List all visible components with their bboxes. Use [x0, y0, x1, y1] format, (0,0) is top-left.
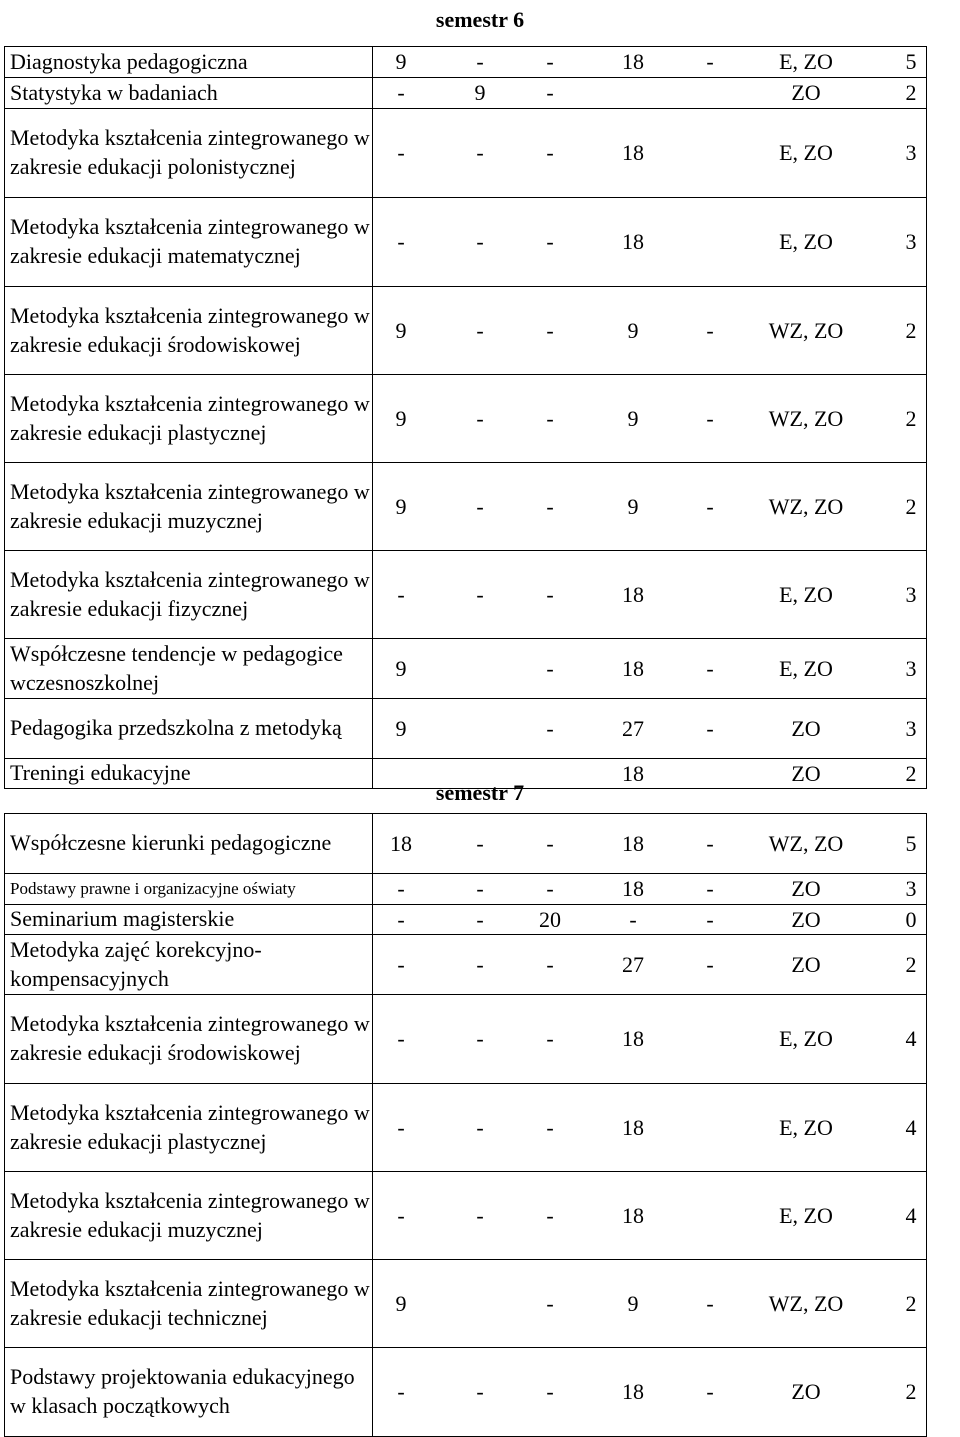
- value-col-6: ZO: [791, 80, 821, 105]
- value-col-1: 9: [395, 405, 407, 431]
- value-col-5: -: [706, 49, 714, 74]
- semester-6-row: [5, 78, 927, 109]
- value-col-1: -: [397, 906, 405, 932]
- semester-7-row: [5, 1348, 927, 1437]
- value-col-1: -: [397, 1202, 405, 1228]
- value-col-3: -: [546, 951, 554, 977]
- course-name: Statystyka w badaniach: [5, 78, 373, 109]
- value-col-7: 3: [905, 876, 917, 901]
- value-col-6: E, ZO: [779, 1114, 833, 1140]
- value-col-2: -: [476, 317, 484, 343]
- course-name: Treningi edukacyjne: [5, 759, 373, 789]
- course-name: Podstawy prawne i organizacyjne oświaty: [5, 874, 373, 905]
- course-name: Seminarium magisterskie: [5, 905, 373, 935]
- course-values: [373, 78, 927, 109]
- value-col-5: -: [706, 405, 714, 431]
- value-col-6: E, ZO: [779, 140, 833, 165]
- value-col-3: -: [546, 1202, 554, 1228]
- value-col-2: -: [476, 951, 484, 977]
- value-col-2: -: [476, 493, 484, 519]
- course-name: Metodyka kształcenia zintegrowanego w zakresie edukacji plastycznej: [5, 1084, 373, 1172]
- value-col-6: ZO: [791, 760, 821, 786]
- value-col-6: E, ZO: [779, 1026, 833, 1051]
- course-name: Podstawy projektowania edukacyjnego w klasach początkowych: [5, 1348, 373, 1437]
- value-col-6: ZO: [791, 951, 821, 977]
- value-col-5: -: [706, 951, 714, 977]
- value-col-6: E, ZO: [779, 581, 833, 607]
- value-col-5: -: [706, 317, 714, 343]
- course-name: Metodyka kształcenia zintegrowanego w zakresie edukacji muzycznej: [5, 463, 373, 551]
- value-col-2: -: [476, 229, 484, 254]
- value-col-4: 18: [622, 581, 644, 607]
- course-name: Diagnostyka pedagogiczna: [5, 47, 373, 78]
- value-col-1: -: [397, 1026, 405, 1051]
- value-col-6: ZO: [791, 906, 821, 932]
- value-col-2: -: [476, 1202, 484, 1228]
- value-col-7: 5: [905, 49, 917, 74]
- value-col-6: WZ, ZO: [768, 405, 844, 431]
- value-col-2: -: [476, 581, 484, 607]
- value-col-3: -: [546, 1114, 554, 1140]
- value-col-3: -: [546, 830, 554, 856]
- value-col-4: 27: [622, 715, 644, 741]
- semester-7-row: [5, 935, 927, 995]
- semester-7-row: [5, 1172, 927, 1260]
- value-col-7: 3: [905, 140, 917, 165]
- value-col-2: -: [476, 876, 484, 901]
- value-col-1: -: [397, 876, 405, 901]
- value-col-4: 18: [622, 876, 644, 901]
- value-col-4: 9: [627, 493, 639, 519]
- value-col-4: 18: [622, 1202, 644, 1228]
- value-col-1: 9: [395, 655, 407, 681]
- value-col-3: -: [546, 876, 554, 901]
- semester-7-row: [5, 1084, 927, 1172]
- value-col-3: -: [546, 1379, 554, 1404]
- value-col-6: ZO: [791, 876, 821, 901]
- course-name: Metodyka kształcenia zintegrowanego w zakresie edukacji polonistycznej: [5, 109, 373, 198]
- value-col-7: 2: [905, 951, 917, 977]
- value-col-6: ZO: [791, 1379, 821, 1404]
- value-col-1: -: [397, 229, 405, 254]
- semester-6-row: [5, 639, 927, 699]
- value-col-4: 18: [622, 655, 644, 681]
- value-col-3: -: [546, 581, 554, 607]
- value-col-7: 4: [905, 1202, 917, 1228]
- value-col-6: WZ, ZO: [768, 830, 844, 856]
- course-values: [373, 814, 927, 874]
- value-col-2: -: [476, 140, 484, 165]
- value-col-4: 18: [622, 229, 644, 254]
- value-col-5: -: [706, 655, 714, 681]
- value-col-7: 5: [905, 830, 917, 856]
- value-col-3: -: [546, 1290, 554, 1316]
- semester-7-row: [5, 905, 927, 935]
- value-col-1: -: [397, 581, 405, 607]
- value-col-2: -: [476, 1026, 484, 1051]
- value-col-1: -: [397, 140, 405, 165]
- value-col-4: 18: [622, 1026, 644, 1051]
- value-col-6: WZ, ZO: [768, 1290, 844, 1316]
- course-values: [373, 198, 927, 287]
- value-col-4: -: [629, 906, 637, 932]
- course-values: [373, 699, 927, 759]
- course-name: Metodyka kształcenia zintegrowanego w zakresie edukacji środowiskowej: [5, 995, 373, 1084]
- value-col-4: 18: [622, 830, 644, 856]
- value-col-1: -: [397, 1114, 405, 1140]
- value-col-3: 20: [539, 906, 561, 932]
- course-name: Metodyka kształcenia zintegrowanego w zakresie edukacji muzycznej: [5, 1172, 373, 1260]
- value-col-3: -: [546, 80, 554, 105]
- value-col-7: 2: [905, 1379, 917, 1404]
- course-values: [373, 874, 927, 905]
- value-col-3: -: [546, 493, 554, 519]
- value-col-2: -: [476, 405, 484, 431]
- value-col-1: 9: [395, 317, 407, 343]
- value-col-7: 0: [905, 906, 917, 932]
- value-col-5: -: [706, 1379, 714, 1404]
- value-col-1: -: [397, 951, 405, 977]
- semester-6-table: [4, 46, 927, 789]
- value-col-2: -: [476, 906, 484, 932]
- value-col-1: 9: [395, 1290, 407, 1316]
- course-name: Metodyka kształcenia zintegrowanego w zakresie edukacji plastycznej: [5, 375, 373, 463]
- value-col-3: -: [546, 140, 554, 165]
- value-col-4: 9: [627, 1290, 639, 1316]
- course-values: [373, 1348, 927, 1437]
- semester-7-title: semestr 7: [435, 780, 525, 805]
- course-values: [373, 935, 927, 995]
- value-col-7: 3: [905, 581, 917, 607]
- course-name: Pedagogika przedszkolna z metodyką: [5, 699, 373, 759]
- course-name: Metodyka kształcenia zintegrowanego w zakresie edukacji środowiskowej: [5, 287, 373, 375]
- value-col-5: -: [706, 876, 714, 901]
- course-name: Metodyka zajęć korekcyjno-kompensacyjnych: [5, 935, 373, 995]
- course-values: [373, 287, 927, 375]
- value-col-7: 2: [905, 317, 917, 343]
- value-col-2: -: [476, 1114, 484, 1140]
- value-col-3: -: [546, 1026, 554, 1051]
- course-values: [373, 463, 927, 551]
- semester-6-row: [5, 375, 927, 463]
- semester-6-row: [5, 287, 927, 375]
- semester-7-row: [5, 814, 927, 874]
- value-col-7: 3: [905, 229, 917, 254]
- value-col-3: -: [546, 229, 554, 254]
- semester-6-row: [5, 699, 927, 759]
- course-values: [373, 47, 927, 78]
- value-col-4: 18: [622, 760, 644, 786]
- course-name: Współczesne tendencje w pedagogice wczesnoszkolnej: [5, 639, 373, 699]
- value-col-2: -: [476, 830, 484, 856]
- value-col-6: E, ZO: [779, 655, 833, 681]
- semester-7-row: [5, 1260, 927, 1348]
- value-col-4: 18: [622, 1379, 644, 1404]
- value-col-5: -: [706, 906, 714, 932]
- value-col-7: 2: [905, 1290, 917, 1316]
- semester-6-title: semestr 6: [435, 7, 525, 32]
- semester-7-row: [5, 874, 927, 905]
- value-col-7: 2: [905, 493, 917, 519]
- value-col-4: 27: [622, 951, 644, 977]
- course-name: Współczesne kierunki pedagogiczne: [5, 814, 373, 874]
- value-col-1: 9: [395, 715, 407, 741]
- semester-6-row: [5, 198, 927, 287]
- value-col-6: E, ZO: [779, 49, 833, 74]
- value-col-7: 3: [905, 715, 917, 741]
- course-name: Metodyka kształcenia zintegrowanego w zakresie edukacji matematycznej: [5, 198, 373, 287]
- value-col-5: -: [706, 1290, 714, 1316]
- semester-7-table: [4, 813, 927, 1437]
- value-col-1: -: [397, 1379, 405, 1404]
- course-values: [373, 1172, 927, 1260]
- value-col-3: -: [546, 655, 554, 681]
- value-col-3: -: [546, 49, 554, 74]
- course-values: [373, 1260, 927, 1348]
- value-col-6: E, ZO: [779, 1202, 833, 1228]
- course-values: [373, 551, 927, 639]
- value-col-4: 18: [622, 1114, 644, 1140]
- course-values: [373, 639, 927, 699]
- value-col-1: 9: [395, 49, 407, 74]
- value-col-2: -: [476, 49, 484, 74]
- course-values: [373, 109, 927, 198]
- value-col-7: 2: [905, 80, 917, 105]
- value-col-7: 2: [905, 760, 917, 786]
- value-col-6: WZ, ZO: [768, 317, 844, 343]
- semester-6-row: [5, 109, 927, 198]
- value-col-2: 9: [474, 80, 486, 105]
- value-col-6: ZO: [791, 715, 821, 741]
- value-col-7: 2: [905, 405, 917, 431]
- value-col-4: 9: [627, 405, 639, 431]
- value-col-1: 18: [390, 830, 412, 856]
- value-col-5: -: [706, 830, 714, 856]
- value-col-4: 18: [622, 49, 644, 74]
- value-col-5: -: [706, 493, 714, 519]
- semester-7-row: [5, 995, 927, 1084]
- value-col-1: -: [397, 80, 405, 105]
- value-col-3: -: [546, 715, 554, 741]
- semester-6-row: [5, 551, 927, 639]
- value-col-4: 18: [622, 140, 644, 165]
- course-name: Metodyka kształcenia zintegrowanego w zakresie edukacji fizycznej: [5, 551, 373, 639]
- value-col-1: 9: [395, 493, 407, 519]
- value-col-4: 9: [627, 317, 639, 343]
- course-values: [373, 375, 927, 463]
- course-values: [373, 995, 927, 1084]
- value-col-7: 4: [905, 1026, 917, 1051]
- value-col-7: 3: [905, 655, 917, 681]
- value-col-7: 4: [905, 1114, 917, 1140]
- value-col-6: WZ, ZO: [768, 493, 844, 519]
- course-values: [373, 905, 927, 935]
- course-values: [373, 1084, 927, 1172]
- course-name: Metodyka kształcenia zintegrowanego w zakresie edukacji technicznej: [5, 1260, 373, 1348]
- value-col-5: -: [706, 715, 714, 741]
- value-col-6: E, ZO: [779, 229, 833, 254]
- value-col-3: -: [546, 405, 554, 431]
- semester-6-row: [5, 47, 927, 78]
- value-col-3: -: [546, 317, 554, 343]
- semester-6-row: [5, 463, 927, 551]
- value-col-2: -: [476, 1379, 484, 1404]
